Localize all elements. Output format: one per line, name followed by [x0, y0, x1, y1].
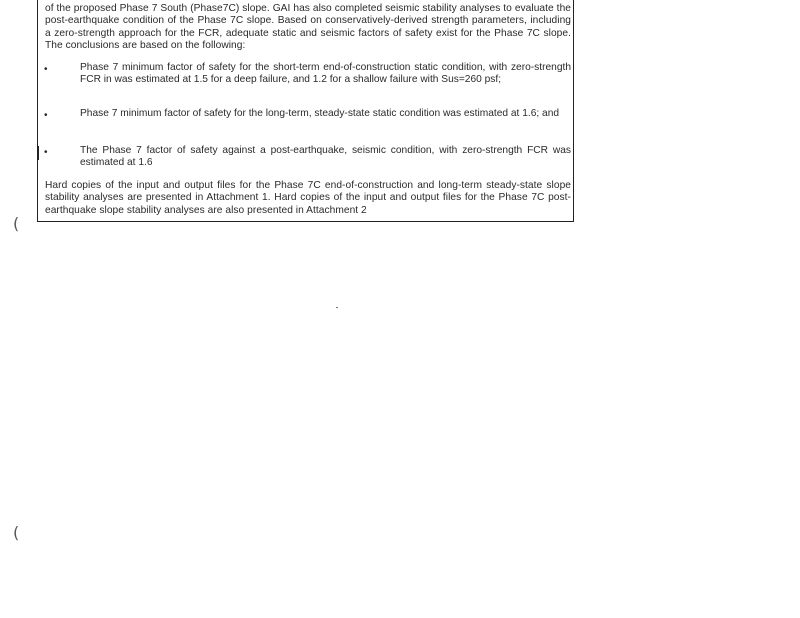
intro-paragraph: of the proposed Phase 7 South (Phase7C) slope. GAI has also completed seismic stability analyses to evaluate the post-earthquake condition of the Phase 7C slope. Based on conservatively-derived strength parameters, including a zero-strength approach for the FCR, adequate static and seismic factors of safety exist for the Phase 7C slope. The conclusions are based on the following:	[45, 3, 571, 52]
hole-punch-mark: (	[13, 523, 20, 542]
bullet-item-post-earthquake: The Phase 7 factor of safety against a post-earthquake, seismic condition, with zero-strength FCR was estimated at 1.6	[80, 145, 571, 169]
bullet-marker: •	[44, 110, 48, 121]
bullet-marker: •	[44, 64, 48, 75]
bullet-item-long-term: Phase 7 minimum factor of safety for the long-term, steady-state static condition was estimated at 1.6; and	[80, 108, 560, 119]
margin-tick-mark	[37, 146, 39, 160]
bullet-item-short-term: Phase 7 minimum factor of safety for the short-term end-of-construction static condition, with zero-strength FCR in was estimated at 1.5 for a deep failure, and 1.2 for a shallow failure with Sus=260 psf;	[80, 62, 571, 86]
document-text-box	[37, 0, 574, 222]
scan-speck	[336, 307, 338, 308]
closing-paragraph: Hard copies of the input and output files for the Phase 7C end-of-construction and long-term steady-state slope stability analyses are presented in Attachment 1. Hard copies of the input and output files for the Phase 7C post-earthquake slope stability analyses are also presented in Attachment 2	[45, 180, 571, 216]
hole-punch-mark: (	[13, 214, 20, 233]
bullet-marker: •	[44, 147, 48, 158]
